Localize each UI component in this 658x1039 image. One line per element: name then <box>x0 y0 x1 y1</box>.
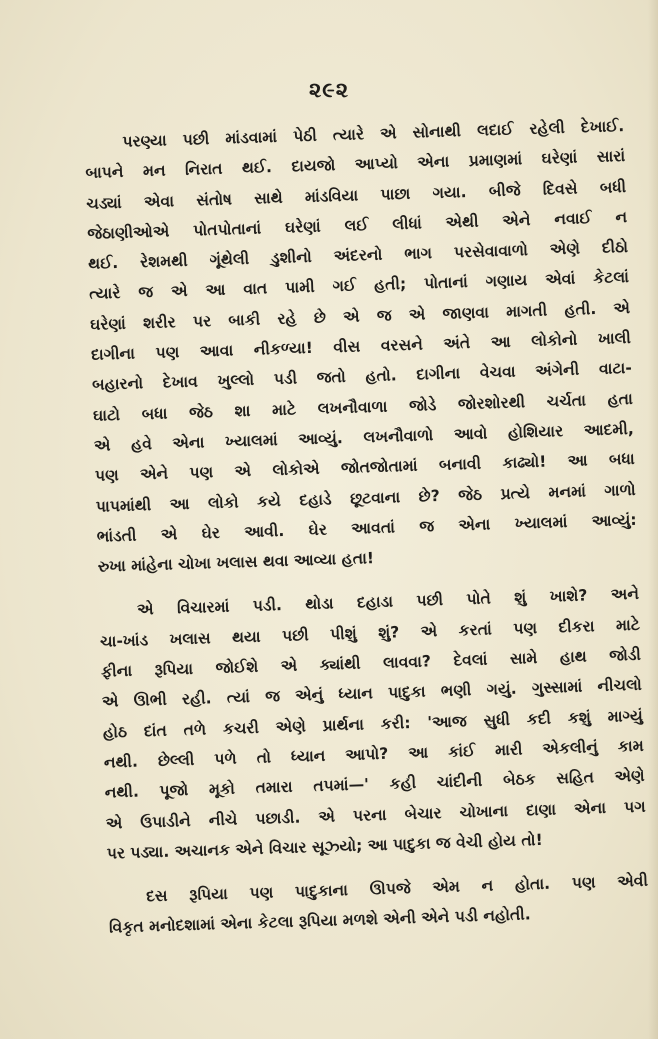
text-line: ફીના રૂપિયા જોઈશે એ ક્યાંથી લાવવા? દેવલાં સામે હાથ જોડી <box>100 645 642 681</box>
text-line: બહારનો દેખાવ ખુલ્લો પડી જતો હતો. દાગીના વેચવા અંગેની વાટા- <box>91 359 633 395</box>
text-line: ચડ્યાં એવા સંતોષ સાથે માંડવિયા પાછા ગયા. બીજે દિવસે બધી <box>86 177 627 213</box>
body-text <box>84 111 649 943</box>
text-line: નથી. છેલ્લી પળે તો ધ્યાન આપો? આ કાંઈ મારી એકલીનું કામ <box>103 736 644 772</box>
text-line: એ ઊભી રહી. ત્યાં જ એનું ધ્યાન પાદુકા ભણી ગયું. ગુસ્સામાં નીચલો <box>101 676 643 712</box>
text-line: દાગીના પણ આવા નીકળ્યા! વીસ વરસને અંતે આ લોકોનો ખાલી <box>90 329 632 364</box>
text-line: વિકૃત મનોદશામાં એના કેટલા રૂપિયા મળશે એની એને પડી નહોતી. <box>108 905 531 938</box>
text-line: બાપને મન નિરાત થઈ. દાયજો આપ્યો એના પ્રમાણમાં ઘરેણાં સારાં <box>85 147 626 183</box>
text-line: નથી. પૂજો મૂકો તમારા તપમાં—' કહી ચાંદીની બેઠક સહિત એણે <box>104 766 645 802</box>
text-line: ચા-ખાંડ ખલાસ થયા પછી પીશું શું? એ કરતાં પણ દીકરા માટે <box>99 615 641 651</box>
paragraph-1 <box>84 111 638 582</box>
page-edge-shadow <box>648 0 658 1039</box>
text-line: પર પડ્યા. અચાનક એને વિચાર સૂઝ્યો; આ પાદુકા જ વેચી હોય તો! <box>106 830 543 863</box>
text-line: થઈ. રેશમથી ગૂંથેલી ડુશીનો અંદરનો ભાગ પરસેવાવાળો એણે દીઠો <box>87 238 629 274</box>
text-line: એ ઉપાડીને નીચે પછાડી. એ પરના બેચાર ચોખાના દાણા એના પગ <box>105 797 646 833</box>
page-number: ૨૯૨ <box>308 78 350 102</box>
text-line: હોઠ દાંત તળે કચરી એણે પ્રાર્થના કરી: 'આજ સુધી કદી કશું માગ્યું <box>102 706 644 742</box>
text-line: પાપમાંથી આ લોકો કયે દહાડે છૂટવાના છે? જેઠ પ્રત્યે મનમાં ગાળો <box>95 480 636 516</box>
text-line: પણ એને પણ એ લોકોએ જોતજોતામાં બનાવી કાઢ્યો! આ બધા <box>94 450 635 486</box>
text-line: ભાંડતી એ ઘેર આવી. ઘેર આવતાં જ એના ખ્યાલમાં આવ્યું: <box>96 510 637 546</box>
paragraph-2 <box>99 579 647 868</box>
text-line: દસ રૂપિયા પણ પાદુકાના ઊપજે એમ ન હોતા. પણ એવી <box>145 871 649 906</box>
text-line: એ વિચારમાં પડી. થોડા દહાડા પછી પોતે શું ખાશે? અને <box>136 585 640 620</box>
text-line: પરણ્યા પછી માંડવામાં પેઠી ત્યારે એ સોનાથી લદાઈ રહેલી દેખાઈ. <box>122 117 625 151</box>
text-line: ઘરેણાં શરીર પર બાકી રહે છે એ જ એ જાણવા માગતી હતી. એ <box>89 298 631 334</box>
text-line: રુખા માંહેના ચોખા ખલાસ થવા આવ્યા હતા! <box>97 549 375 576</box>
text-line: ત્યારે જ એ આ વાત પામી ગઈ હતી; પોતાનાં ગણાય એવાં કેટલાં <box>88 268 630 304</box>
text-line: જેઠાણીઓએ પોતપોતાનાં ઘરેણાં લઈ લીધાં એથી એને નવાઈ ન <box>87 207 628 243</box>
text-line: ઘાટો બધા જેઠ શા માટે લખનૌવાળા જોડે જોરશોરથી ચર્ચતા હતા <box>92 389 634 425</box>
text-line: એ હવે એના ખ્યાલમાં આવ્યું. લખનૌવાળો આવો હોશિયાર આદમી, <box>93 419 635 455</box>
